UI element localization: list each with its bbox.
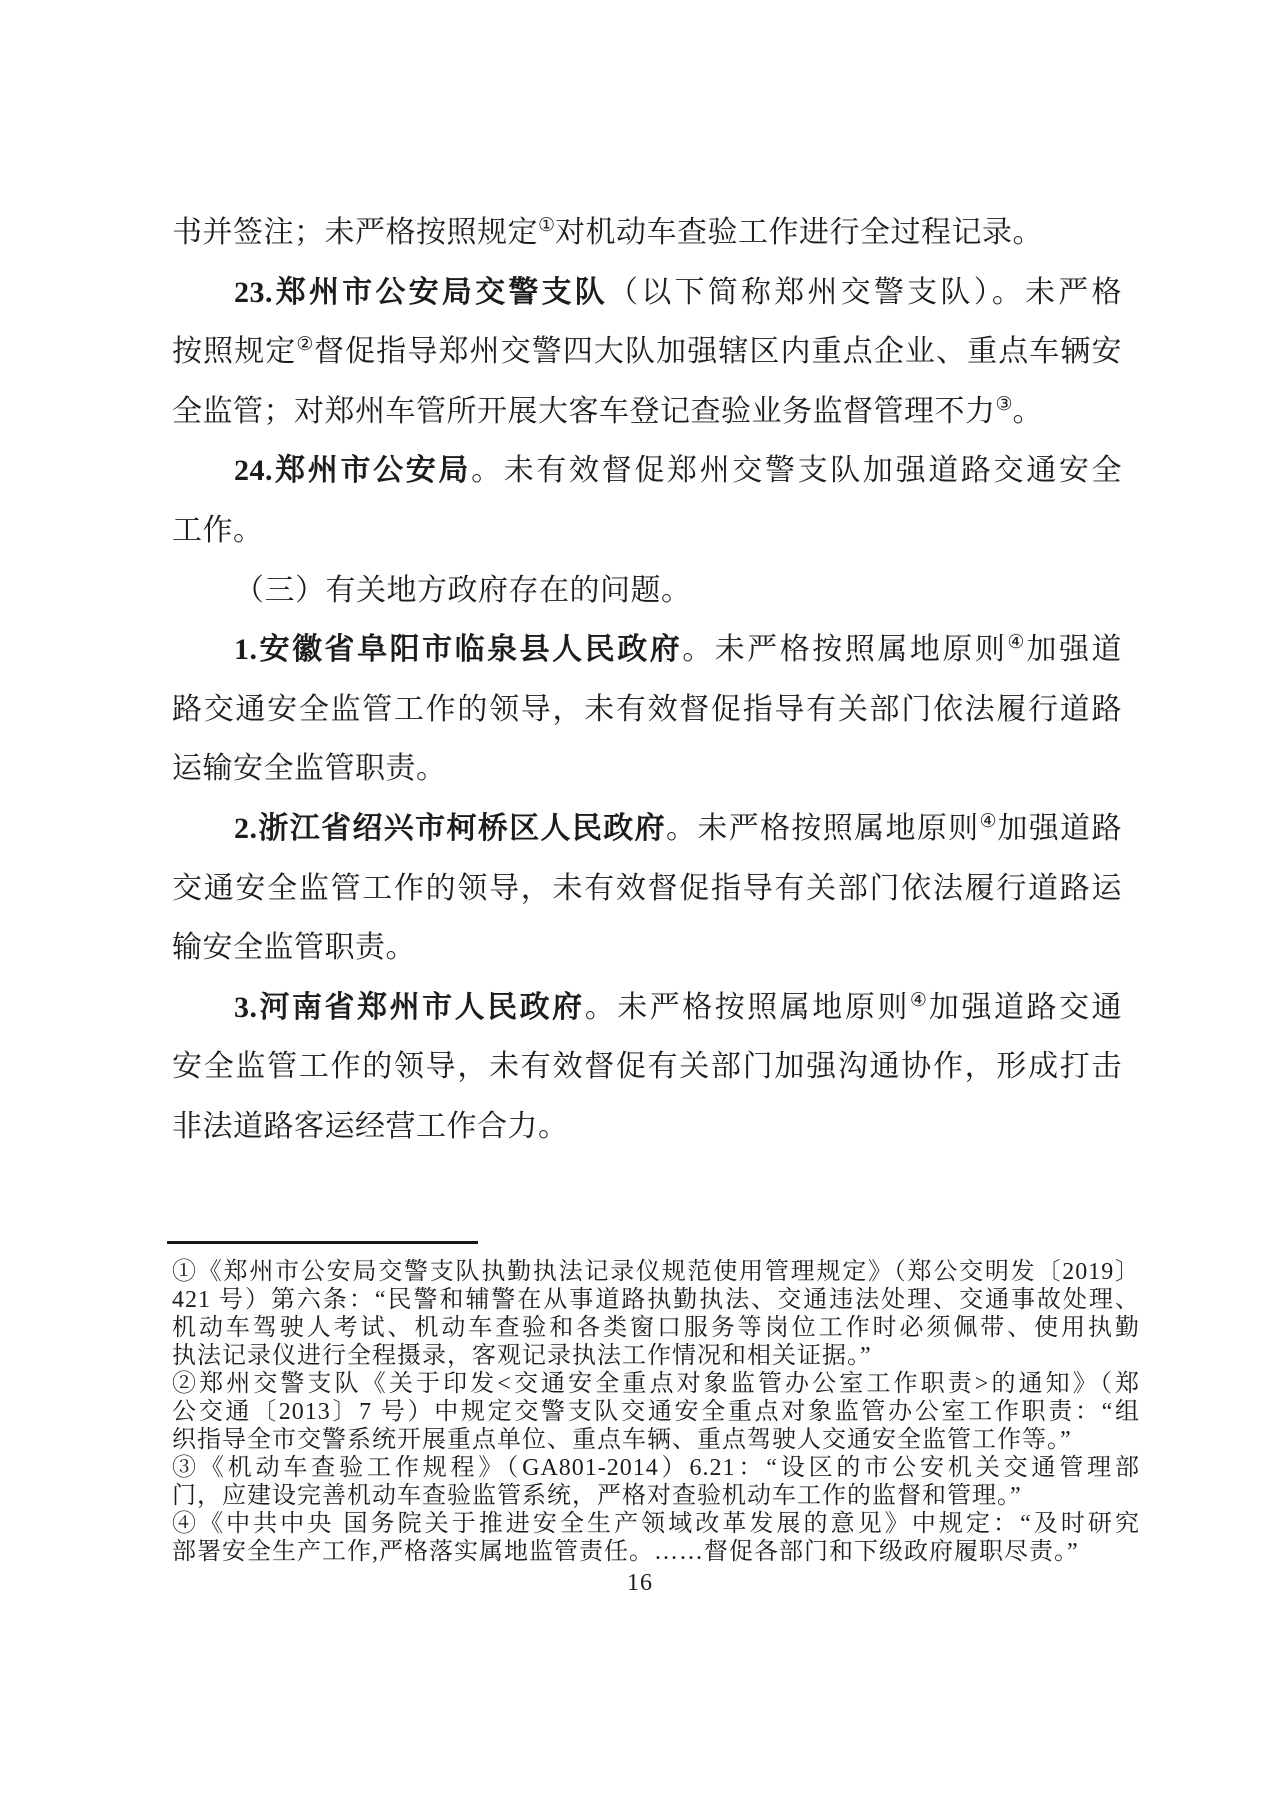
body-line [172,620,1122,680]
footnote-ref-mark: ④ [979,810,998,832]
text-segment: 工作。 [172,513,264,547]
body-line [172,1097,1122,1157]
footnote-separator [167,1241,478,1244]
text-segment: 交通安全监管工作的领导，未有效督促指导有关部门依法履行道路运 [172,871,1122,905]
footnote-line: 织指导全市交警系统开展重点单位、重点车辆、重点驾驶人交通安全监管工作等。” [172,1427,1072,1453]
footnote-line: ③《机动车查验工作规程》（GA801-2014）6.21：“设区的市公安机关交通管理部 [172,1455,1140,1481]
footnote-line: ①《郑州市公安局交警支队执勤执法记录仪规范使用管理规定》（郑公交明发〔2019〕 [172,1259,1140,1285]
footnote-line: 机动车驾驶人考试、机动车查验和各类窗口服务等岗位工作时必须佩带、使用执勤 [172,1315,1140,1341]
text-segment: 1.安徽省阜阳市临泉县人民政府 [234,633,683,667]
text-segment: 。 [1012,394,1044,428]
footnote-ref-mark: ③ [995,393,1013,415]
footnote-ref-mark: ④ [1007,632,1027,654]
footnote-ref-mark: ① [538,215,556,236]
text-segment: （三）有关地方政府存在的问题。 [234,573,692,607]
footnote-line: 执法记录仪进行全程摄录，客观记录执法工作情况和相关证据。” [172,1343,872,1369]
text-segment: 。未有效督促郑州交警支队加强道路交通安全 [471,454,1123,488]
body-line [172,382,1122,442]
text-segment: 路交通安全监管工作的领导，未有效督促指导有关部门依法履行道路 [172,692,1122,726]
footnote-line: ②郑州交警支队《关于印发<交通安全重点对象监管办公室工作职责>的通知》（郑 [172,1371,1140,1397]
text-segment: 3.河南省郑州市人民政府 [234,990,585,1024]
text-segment: 安全监管工作的领导，未有效督促有关部门加强沟通协作，形成打击 [172,1050,1122,1084]
body-line [172,1037,1122,1097]
text-segment: 运输安全监管职责。 [172,752,447,786]
footnote-line: 门，应建设完善机动车查验监管系统，严格对查验机动车工作的监督和管理。” [172,1483,1022,1509]
text-segment: 23.郑州市公安局交警支队 [234,275,609,309]
body-line [172,739,1122,799]
text-segment: 督促指导郑州交警四大队加强辖区内重点企业、重点车辆安 [314,335,1123,369]
footnotes [172,1258,1140,1566]
text-segment: 加强道路 [997,811,1123,845]
footnote-line: 公交通〔2013〕7 号）中规定交警支队交通安全重点对象监管办公室工作职责：“组 [172,1399,1140,1425]
footnote-line: 421 号）第六条：“民警和辅警在从事道路执勤执法、交通违法处理、交通事故处理、 [172,1287,1140,1313]
body-line [172,203,1122,263]
body-line [172,918,1122,978]
body-text [172,203,1122,1157]
body-line [172,978,1122,1038]
text-segment: 按照规定 [172,335,297,369]
footnote-line: ④《中共中央 国务院关于推进安全生产领域改革发展的意见》中规定：“及时研究 [172,1511,1140,1537]
text-segment: 全监管；对郑州车管所开展大客车登记查验业务监督管理不力 [172,394,996,428]
body-line [172,799,1122,859]
body-line [172,322,1122,382]
text-segment: 2.浙江省绍兴市柯桥区人民政府 [234,811,666,845]
body-line [172,263,1122,323]
text-segment: 加强道 [1026,633,1123,667]
text-segment: （以下简称郑州交警支队）。未严格 [608,275,1123,309]
text-segment: 24.郑州市公安局 [234,454,472,488]
body-line [172,561,1122,621]
footnote-ref-mark: ④ [909,989,929,1011]
text-segment: 。未严格按照属地原则 [682,633,1008,667]
text-segment: 。未严格按照属地原则 [665,811,980,845]
body-line [172,441,1122,501]
text-segment: 。未严格按照属地原则 [584,990,910,1024]
text-segment: 加强道路交通 [928,990,1123,1024]
text-segment: 书并签注；未严格按照规定 [172,216,538,249]
body-line [172,680,1122,740]
page-number: 16 [627,1570,653,1596]
footnote-line: 部署安全生产工作,严格落实属地监管责任。……督促各部门和下级政府履职尽责。” [172,1539,1079,1565]
footnote-ref-mark: ② [296,334,315,356]
body-line [172,501,1122,561]
body-line [172,859,1122,919]
text-segment: 对机动车查验工作进行全过程记录。 [555,216,1044,249]
text-segment: 输安全监管职责。 [172,931,416,965]
text-segment: 非法道路客运经营工作合力。 [172,1109,569,1143]
